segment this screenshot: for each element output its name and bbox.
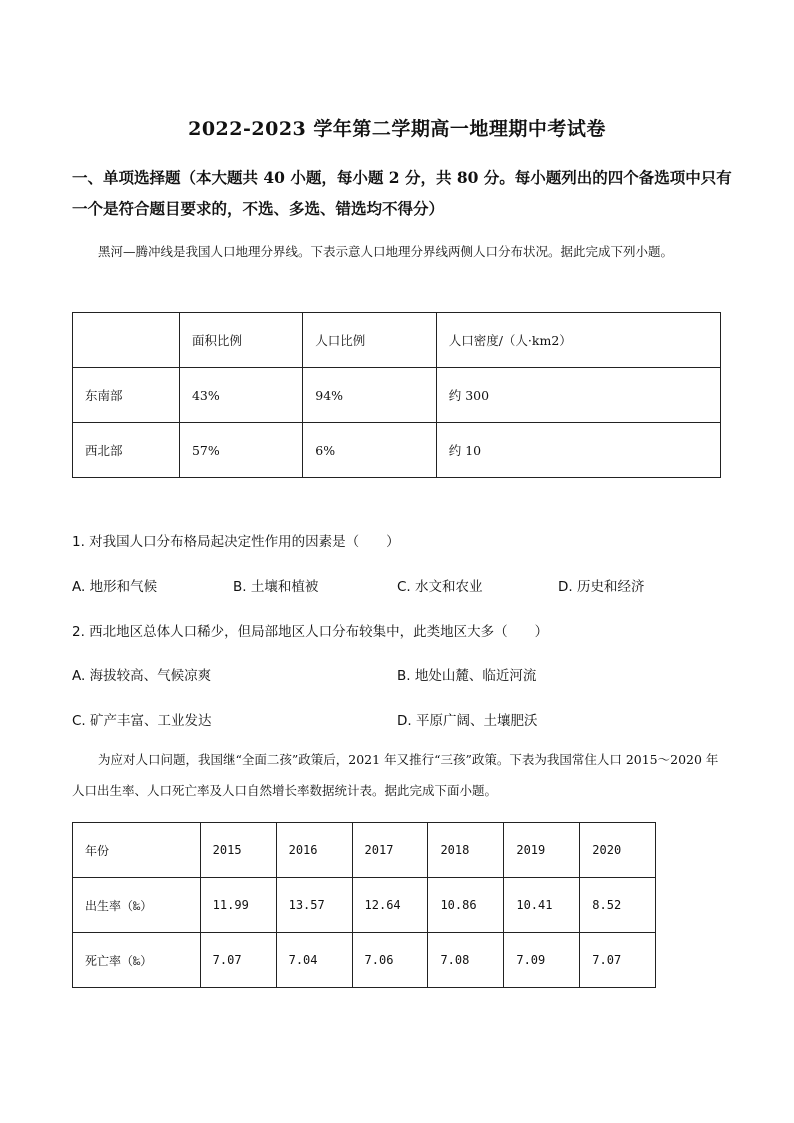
table-row <box>73 933 656 988</box>
table-header-cell: 人口比例 <box>303 313 436 368</box>
table-cell: 43% <box>179 368 302 423</box>
table-cell: 13.57 <box>276 878 352 933</box>
table-header-cell: 2020 <box>580 823 656 878</box>
table-cell: 8.52 <box>580 878 656 933</box>
q2-option-d[interactable]: D. 平原广阔、土壤肥沃 <box>397 713 538 729</box>
table-cell: 7.07 <box>200 933 276 988</box>
q1-option-c[interactable]: C. 水文和农业 <box>397 579 483 595</box>
table-cell: 10.86 <box>428 878 504 933</box>
table-cell: 约 10 <box>436 423 720 478</box>
table-cell: 57% <box>179 423 302 478</box>
q2-option-a[interactable]: A. 海拔较高、气候凉爽 <box>72 668 212 684</box>
q2-option-b[interactable]: B. 地处山麓、临近河流 <box>397 668 537 684</box>
table-cell: 7.04 <box>276 933 352 988</box>
question-intro-2: 为应对人口问题，我国继“全面二孩”政策后，2021 年又推行“三孩”政策。下表为我国常住人口 2015～2020 年人口出生率、人口死亡率及人口自然增长率数据统计表。据此完成下面小题。 <box>72 752 719 798</box>
table-cell: 94% <box>303 368 436 423</box>
table-row <box>73 878 656 933</box>
table-cell: 10.41 <box>504 878 580 933</box>
table-cell: 出生率（‰） <box>73 878 201 933</box>
table-cell: 6% <box>303 423 436 478</box>
q1-option-b[interactable]: B. 土壤和植被 <box>233 579 319 595</box>
q2-option-c[interactable]: C. 矿产丰富、工业发达 <box>72 713 212 729</box>
birth-death-rate-table <box>72 822 656 988</box>
table-cell: 7.06 <box>352 933 428 988</box>
table-header-cell: 2016 <box>276 823 352 878</box>
q1-option-a[interactable]: A. 地形和气候 <box>72 579 158 595</box>
table-header-cell: 人口密度/（人·km2） <box>436 313 720 368</box>
table-cell: 约 300 <box>436 368 720 423</box>
table-cell: 西北部 <box>73 423 180 478</box>
table-cell: 7.07 <box>580 933 656 988</box>
table-header-cell: 2019 <box>504 823 580 878</box>
section-heading: 一、单项选择题（本大题共 40 小题，每小题 2 分，共 80 分。每小题列出的四个备选项中只有一个是符合题目要求的，不选、多选、错选均不得分） <box>72 168 732 218</box>
table-row <box>73 368 721 423</box>
table-header-cell: 2017 <box>352 823 428 878</box>
q1-option-d[interactable]: D. 历史和经济 <box>558 579 645 595</box>
question-intro-1: 黑河—腾冲线是我国人口地理分界线。下表示意人口地理分界线两侧人口分布状况。据此完成下列小题。 <box>98 244 674 259</box>
table-header-cell: 2018 <box>428 823 504 878</box>
table-header-cell <box>73 313 180 368</box>
table-cell: 11.99 <box>200 878 276 933</box>
table-header-cell: 2015 <box>200 823 276 878</box>
table-header-row <box>73 313 721 368</box>
table-cell: 死亡率（‰） <box>73 933 201 988</box>
table-row <box>73 423 721 478</box>
table-cell: 7.09 <box>504 933 580 988</box>
table-cell: 12.64 <box>352 878 428 933</box>
table-header-cell: 面积比例 <box>179 313 302 368</box>
table-cell: 东南部 <box>73 368 180 423</box>
question-2-stem: 2. 西北地区总体人口稀少，但局部地区人口分布较集中，此类地区大多（ ） <box>72 624 549 640</box>
page-title: 2022-2023 学年第二学期高一地理期中考试卷 <box>188 118 606 140</box>
table-header-row <box>73 823 656 878</box>
population-distribution-table <box>72 312 721 478</box>
table-header-cell: 年份 <box>73 823 201 878</box>
question-1-stem: 1. 对我国人口分布格局起决定性作用的因素是（ ） <box>72 534 400 550</box>
table-cell: 7.08 <box>428 933 504 988</box>
